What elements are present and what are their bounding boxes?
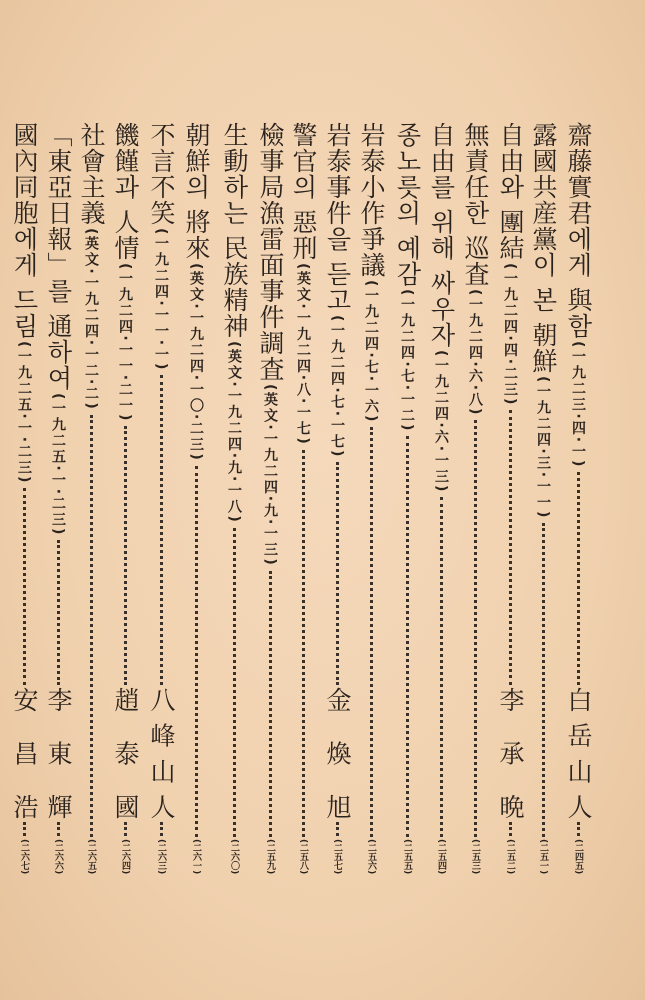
entry-date: (一九二四·四·二三) xyxy=(502,262,518,407)
dot-leader xyxy=(577,472,580,684)
entry-author: 李承晩 xyxy=(496,686,525,819)
toc-entry[interactable] xyxy=(563,122,593,874)
toc-entry[interactable] xyxy=(288,122,318,874)
page-number: (二六一) xyxy=(191,838,201,874)
entry-date: (一九二五·一·二三) xyxy=(16,340,32,485)
entry-author: 金煥旭 xyxy=(323,686,352,819)
entry-date: (一九二四·七·一七) xyxy=(329,314,345,459)
entry-title: 檢事局漁雷面事件調査 xyxy=(256,122,285,382)
entry-date: (英文·一九二四·一〇·二三) xyxy=(188,262,204,462)
page-number: (二六四) xyxy=(120,838,130,874)
entry-author: 趙泰國 xyxy=(111,686,140,819)
dot-leader xyxy=(160,822,163,836)
page-number: (二五六) xyxy=(366,838,376,874)
toc-entry[interactable] xyxy=(9,122,39,874)
dot-leader xyxy=(90,415,93,837)
page-number: (二四五) xyxy=(573,838,583,874)
entry-date: (英文·一九二四·八·一七) xyxy=(295,262,311,446)
entry-title: 生動하는 民族精神 xyxy=(220,122,249,339)
dot-leader xyxy=(57,540,60,684)
entry-title: 朝鮮의 將來 xyxy=(182,122,211,261)
entry-date: (一九二四·一一·一) xyxy=(153,228,169,372)
entry-date: (英文·一九二四·九·一三) xyxy=(262,384,278,567)
entry-title: 齋藤實君에게 與함 xyxy=(564,122,593,339)
dot-leader xyxy=(509,410,512,684)
toc-entry[interactable] xyxy=(219,122,249,874)
toc-entry[interactable] xyxy=(43,122,73,874)
dot-leader xyxy=(23,822,26,836)
entry-date: (一九二四·一一·二一) xyxy=(117,262,133,423)
entry-author: 八峰山人 xyxy=(147,686,176,819)
entry-title: 露國共産黨이 본 朝鮮 xyxy=(529,122,558,374)
dot-leader xyxy=(577,822,580,836)
dot-leader xyxy=(124,426,127,684)
entry-date: (英文·一九二四·九·一八) xyxy=(226,340,242,524)
dot-leader xyxy=(406,436,409,836)
dot-leader xyxy=(336,462,339,684)
entry-title: 國內同胞에게 드림 xyxy=(10,122,39,339)
toc-entry[interactable] xyxy=(356,122,386,874)
dot-leader xyxy=(124,822,127,836)
entry-date: (一九二五·一·二三) xyxy=(50,392,66,537)
toc-entry[interactable] xyxy=(322,122,352,874)
page-number: (二五四) xyxy=(436,838,446,874)
page-number: (二五二) xyxy=(505,838,515,874)
dot-leader xyxy=(542,523,545,836)
entry-title: 警官의 惡刑 xyxy=(289,122,318,261)
entry-date: (一九二三·四·一) xyxy=(570,340,586,469)
entry-date: (一九二四·七·一二) xyxy=(399,288,415,433)
entry-date: (一九二四·六·八) xyxy=(467,288,483,417)
entry-date: (一九二四·六·一三) xyxy=(433,349,449,494)
toc-entry[interactable] xyxy=(181,122,211,874)
entry-author: 白岳山人 xyxy=(564,686,593,819)
toc-entry[interactable] xyxy=(110,122,140,874)
dot-leader xyxy=(23,488,26,684)
toc-entry[interactable] xyxy=(460,122,490,874)
entry-title: 「東亞日報」를 通하여 xyxy=(44,122,73,391)
entry-title: 無責任한 巡査 xyxy=(461,122,490,287)
entry-date: (一九二四·三·一一) xyxy=(535,375,551,520)
page-number: (二六七) xyxy=(19,838,29,874)
entry-date: (一九二四·七·一六) xyxy=(363,280,379,424)
page-number: (二五八) xyxy=(298,838,308,874)
toc-entry[interactable] xyxy=(528,122,558,874)
entry-date: (英文·一九二四·一二·二) xyxy=(83,228,99,411)
dot-leader xyxy=(440,497,443,836)
page-number: (二六〇) xyxy=(229,838,239,874)
page-number: (二五七) xyxy=(332,838,342,874)
dot-leader xyxy=(195,466,198,837)
entry-title: 岩泰小作爭議 xyxy=(357,122,386,278)
entry-title: 不言不笑 xyxy=(147,122,176,226)
page-number: (二六六) xyxy=(53,838,63,874)
dot-leader xyxy=(269,571,272,837)
page-number: (二五五) xyxy=(402,838,412,874)
toc-entry[interactable] xyxy=(426,122,456,874)
toc-entry[interactable] xyxy=(146,122,176,874)
entry-title: 社會主義 xyxy=(77,122,106,226)
toc-entry[interactable] xyxy=(255,122,285,874)
dot-leader xyxy=(336,822,339,836)
entry-title: 岩泰事件을 듣고 xyxy=(323,122,352,313)
dot-leader xyxy=(302,450,305,837)
page-number: (二五九) xyxy=(265,838,275,874)
entry-author: 安昌浩 xyxy=(10,686,39,819)
toc-entry[interactable] xyxy=(495,122,525,874)
page-number: (二六五) xyxy=(86,838,96,874)
entry-title: 自由와 團結 xyxy=(496,122,525,261)
entry-author: 李東輝 xyxy=(44,686,73,819)
entry-title: 饑饉과 人情 xyxy=(111,122,140,261)
page-number: (二五一) xyxy=(538,838,548,874)
dot-leader xyxy=(233,528,236,837)
page-number: (二六三) xyxy=(156,838,166,874)
entry-title: 종노릇의 예감 xyxy=(393,122,422,287)
page-number: (二五三) xyxy=(470,838,480,874)
toc-entry[interactable] xyxy=(76,122,106,874)
entry-title: 自由를 위해 싸우자 xyxy=(427,122,456,348)
dot-leader xyxy=(160,375,163,684)
dot-leader xyxy=(370,427,373,836)
toc-entry[interactable] xyxy=(392,122,422,874)
dot-leader xyxy=(509,822,512,836)
dot-leader xyxy=(57,822,60,836)
dot-leader xyxy=(474,420,477,836)
